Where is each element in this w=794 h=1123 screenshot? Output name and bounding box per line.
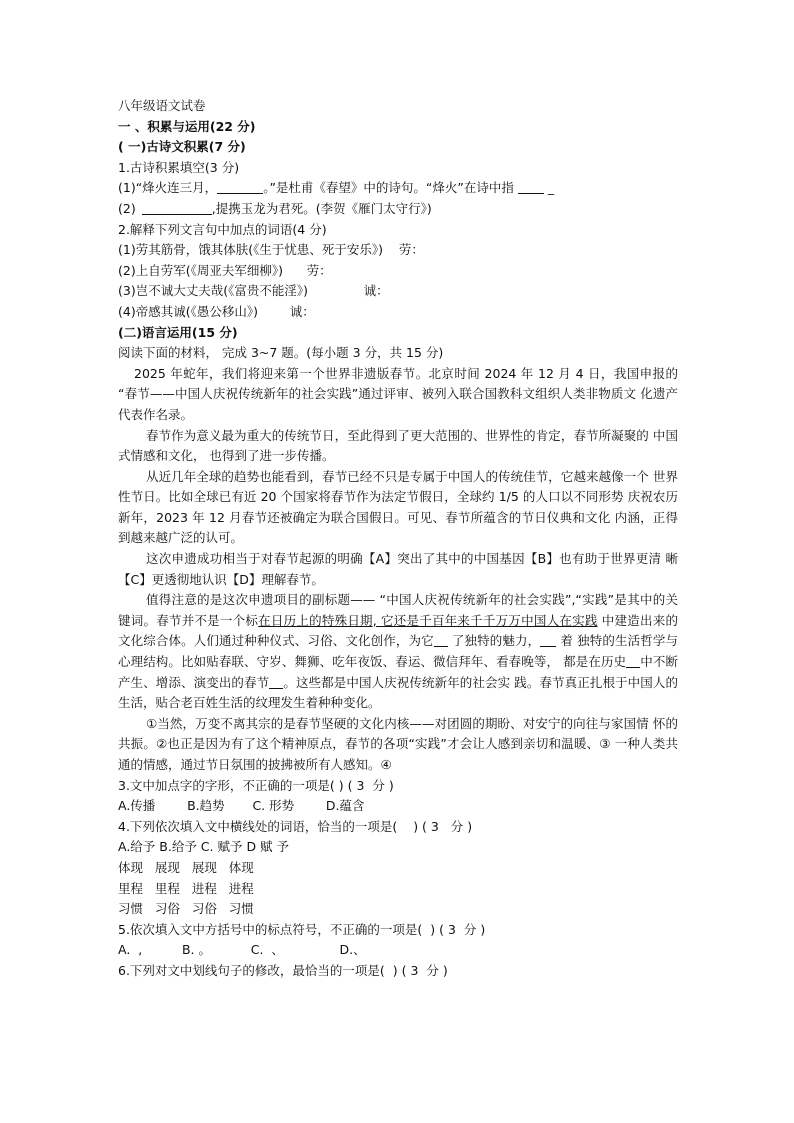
fill-blank[interactable] — [626, 655, 640, 668]
question-1-2: (2) ,提携玉龙为君死。(李贺《雁门太守行》) — [118, 200, 432, 216]
question-2-2: (2)上自劳军(《周亚夫军细柳》) 劳： — [118, 262, 332, 278]
question-4: 4.下列依次填入文中横线处的词语，恰当的一项是( ) ( 3 分 ) — [118, 818, 473, 834]
fill-blank[interactable] — [434, 634, 448, 647]
question-1: 1.古诗积累填空(3 分) — [118, 159, 240, 175]
exam-page — [118, 96, 678, 982]
answer-blank[interactable] — [217, 181, 263, 194]
question-3: 3.文中加点字的字形，不正确的一项是( ) ( 3 分 ) — [118, 777, 394, 793]
passage-paragraph-5: 值得注意的是这次申遗项目的副标题—— “中国人庆祝传统新年的社会实践”,“实践”是其中的关键词。春节并不是一个标在日历上的特殊日期, 它还是千百年来千千万万中国人在实践 中建造出来的文化综合体。人们通过种种仪式、习俗、文化创作，为它 了独特的魅力， 着 独特的生活哲学与心理结构。比如贴春联、守岁、舞狮、吃年夜饭、春运、微信拜年、看春晚等， 都是在历史 中不断产生、增添、演变出的春节 。这些都是中国人庆祝传统新年的社会实 践。春节真正扎根于中国人的生活，贴合老百姓生活的纹理发生着种种变化。 — [118, 592, 678, 711]
passage-paragraph-3: 从近几年全球的趋势也能看到，春节已经不只是专属于中国人的传统佳节，它越来越像一个 世界性节日。比如全球已有近 20 个国家将春节作为法定节假日，全球约 1/5 的人口以不同形势 庆祝农历新年，2023 年 12 月春节还被确定为联合国假日。可见、春节所蕴含的节日仪典和文化 内涵，正得到越来越广泛的认可。 — [118, 468, 678, 546]
question-2-4: (4)帝感其诚(《愚公移山》) 诚： — [118, 303, 315, 319]
passage-paragraph-2: 春节作为意义最为重大的传统节日，至此得到了更大范围的、世界性的肯定，春节所凝聚的 中国式情感和文化， 也得到了进一步传播。 — [118, 427, 678, 464]
question-2-1: (1)劳其筋骨，饿其体肤(《生于忧患、死于安乐》) 劳： — [118, 242, 424, 258]
passage-paragraph-1: 2025 年蛇年，我们将迎来第一个世界非遗版春节。北京时间 2024 年 12 月 4 日，我国申报的 “春节——中国人庆祝传统新年的社会实践”通过评审、被列入联合国教科文组织人类非物质文 化遗产代表作名录。 — [118, 365, 678, 422]
subsection-1-heading: ( 一)古诗文积累(7 分) — [118, 139, 246, 155]
answer-blank[interactable] — [518, 181, 544, 194]
passage-paragraph-4: 这次申遗成功相当于对春节起源的明确【A】突出了其中的中国基因【B】也有助于世界更清 晰【C】更透彻地认识【D】理解春节。 — [118, 551, 678, 587]
section-1-heading: 一 、积累与运用(22 分) — [118, 118, 256, 134]
fill-blank[interactable] — [540, 634, 556, 647]
question-1-1: (1)“烽火连三月， 。”是杜甫《春望》中的诗句。“烽火”在诗中指 _ — [118, 180, 555, 196]
question-4-options: A.给予 B.给予 C. 赋予 D 赋 予 — [118, 839, 290, 855]
answer-blank[interactable] — [142, 202, 212, 215]
question-4-row-2: 里程 里程 进程 进程 — [118, 880, 254, 896]
reading-instruction: 阅读下面的材料， 完成 3~7 题。(每小题 3 分，共 15 分) — [118, 345, 444, 361]
exam-title: 八年级语文试卷 — [118, 98, 206, 113]
question-4-row-1: 体现 展现 展现 体现 — [118, 859, 254, 875]
question-6: 6.下列对文中划线句子的修改，最恰当的一项是( ) ( 3 分 ) — [118, 962, 448, 978]
passage-paragraph-6: ①当然，万变不离其宗的是春节坚硬的文化内核——对团圆的期盼、对安宁的向往与家国情 怀的共振。②也正是因为有了这个精神原点，春节的各项“实践”才会让人感到亲切和温暖、③ 一种人类共通的情感，通过节日氛围的披拂被所有人感知。④ — [118, 715, 678, 772]
underlined-sentence: 在日历上的特殊日期, 它还是千百年来千千万万中国人在实践 — [258, 612, 598, 628]
question-5: 5.依次填入文中方括号中的标点符号，不正确的一项是( ) ( 3 分 ) — [118, 921, 486, 937]
question-2: 2.解释下列文言句中加点的词语(4 分) — [118, 221, 327, 237]
question-2-3: (3)岂不诚大丈夫哉(《富贵不能淫》) 诚： — [118, 283, 389, 299]
question-3-options: A.传播 B.趋势 C. 形势 D.蕴含 — [118, 798, 365, 814]
fill-blank[interactable] — [269, 676, 283, 689]
question-5-options: A. , B. 。 C. 、 D.、 — [118, 942, 366, 958]
subsection-2-heading: (二)语言运用(15 分) — [118, 324, 238, 340]
question-4-row-3: 习惯 习俗 习俗 习惯 — [118, 901, 254, 917]
